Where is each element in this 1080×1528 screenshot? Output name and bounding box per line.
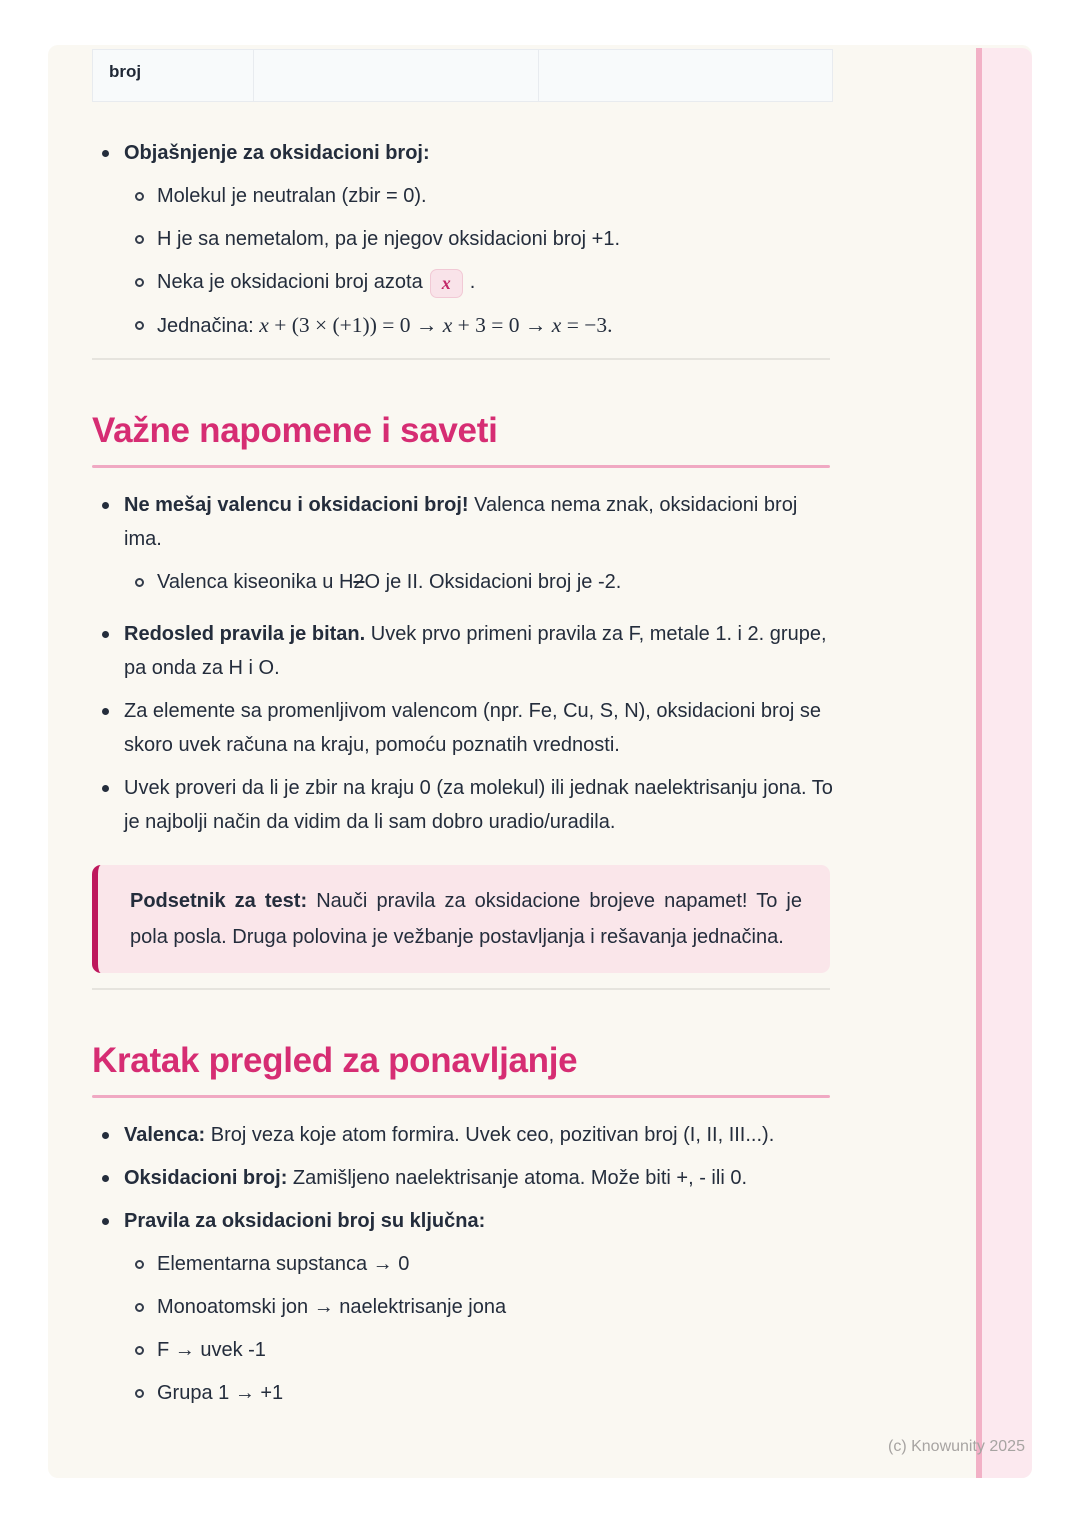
callout-rest: Nauči pravila za oksidacione brojeve napamet! To je pola posla. Druga polovina je vežbanje postavljanja i rešavanja jednačina.	[130, 890, 802, 948]
list-item-bold: Pravila za oksidacioni broj su ključna:	[124, 1210, 486, 1232]
list-item-text: Broj veza koje atom formira. Uvek ceo, pozitivan broj (I, II, III...).	[205, 1124, 775, 1146]
equation-math: x + (3 × (+1)) = 0 → x + 3 = 0 → x = −3.	[259, 313, 613, 337]
list-item	[92, 1204, 833, 1238]
bullet-icon	[102, 631, 109, 638]
heading-underline	[92, 1095, 830, 1098]
list-item-text: .	[469, 271, 476, 293]
section-explanation	[92, 136, 833, 343]
list-item-text: Valenca nema znak, oksidacioni broj ima.	[124, 494, 798, 550]
callout-box	[92, 865, 830, 973]
list-item	[92, 222, 833, 256]
bullet-icon	[102, 785, 109, 792]
notes-page	[48, 45, 1032, 1478]
bullet-icon	[102, 1218, 109, 1225]
section-heading-napomene: Važne napomene i saveti	[92, 411, 498, 450]
list-item	[92, 1290, 833, 1324]
hollow-bullet-icon	[135, 1303, 144, 1312]
bullet-icon	[102, 708, 109, 715]
list-item-text: Uvek proveri da li je zbir na kraju 0 (za molekul) ili jednak naelektrisanju jona. To je najbolji način da vidim da li sam dobro uradio/uradila.	[124, 777, 833, 833]
hollow-bullet-icon	[135, 321, 144, 330]
table-cell-broj: broj	[92, 49, 254, 102]
bullet-icon	[102, 1132, 109, 1139]
list-item	[92, 1247, 833, 1281]
hollow-bullet-icon	[135, 235, 144, 244]
list-item-text: O je II. Oksidacioni broj je -2.	[364, 571, 622, 593]
section-heading-pregled: Kratak pregled za ponavljanje	[92, 1041, 578, 1080]
list-item	[92, 771, 833, 839]
list-item-text: Grupa 1 → +1	[157, 1382, 284, 1404]
list-item	[92, 179, 833, 213]
bullet-icon	[102, 502, 109, 509]
list-item	[92, 488, 833, 556]
list-item-text: Molekul je neutralan (zbir = 0).	[157, 185, 427, 207]
table-fragment	[92, 49, 833, 102]
divider	[92, 358, 830, 360]
list-item	[92, 617, 833, 685]
list-item-bold: Ne mešaj valencu i oksidacioni broj!	[124, 494, 469, 516]
hollow-bullet-icon	[135, 278, 144, 287]
list-item-text: Valenca kiseonika u H	[157, 571, 354, 593]
list-item-text: Za elemente sa promenljivom valencom (npr. Fe, Cu, S, N), oksidacioni broj se skoro uvek računa na kraju, pomoću poznatih vrednosti.	[124, 700, 821, 756]
list-item-text: Elementarna supstanca → 0	[157, 1253, 410, 1275]
list-item-text: Zamišljeno naelektrisanje atoma. Može biti +, - ili 0.	[287, 1167, 747, 1189]
list-item	[92, 136, 833, 170]
list-item	[92, 1161, 833, 1195]
section-pregled-list	[92, 1118, 833, 1410]
sub-list	[92, 565, 833, 599]
h2o-subscript: 2	[353, 571, 365, 593]
bullet-icon	[102, 150, 109, 157]
list-item-equation	[92, 308, 833, 343]
bullet-icon	[102, 1175, 109, 1182]
pink-margin-panel	[976, 48, 1032, 1478]
list-item	[92, 1376, 833, 1410]
hollow-bullet-icon	[135, 1389, 144, 1398]
list-item-title: Objašnjenje za oksidacioni broj:	[124, 142, 430, 164]
equation-label: Jednačina:	[157, 315, 260, 337]
list-item	[92, 565, 833, 599]
divider	[92, 988, 830, 990]
list-item-bold: Oksidacioni broj:	[124, 1167, 288, 1189]
table-cell-empty-2	[539, 49, 833, 102]
table-cell-empty-1	[254, 49, 539, 102]
hollow-bullet-icon	[135, 1346, 144, 1355]
variable-x-chip: x	[430, 269, 463, 298]
page-content	[92, 49, 833, 1419]
callout-text	[130, 883, 802, 955]
hollow-bullet-icon	[135, 578, 144, 587]
list-item	[92, 694, 833, 762]
list-item-bold: Valenca:	[124, 1124, 206, 1146]
callout-bold: Podsetnik za test:	[130, 890, 308, 912]
hollow-bullet-icon	[135, 192, 144, 201]
heading-underline	[92, 465, 830, 468]
list-item-text: H je sa nemetalom, pa je njegov oksidacioni broj +1.	[157, 228, 621, 250]
list-item	[92, 1118, 833, 1152]
list-item-text: Monoatomski jon → naelektrisanje jona	[157, 1296, 507, 1318]
list-item-text: Neka je oksidacioni broj azota	[157, 271, 423, 293]
list-item-bold: Redosled pravila je bitan.	[124, 623, 366, 645]
list-item	[92, 1333, 833, 1367]
list-item-text: F → uvek -1	[157, 1339, 266, 1361]
section-napomene-list	[92, 488, 833, 839]
list-item-text: Uvek prvo primeni pravila za F, metale 1. i 2. grupe, pa onda za H i O.	[124, 623, 827, 679]
hollow-bullet-icon	[135, 1260, 144, 1269]
copyright-watermark: (c) Knowunity 2025	[888, 1438, 1025, 1455]
list-item	[92, 265, 833, 299]
